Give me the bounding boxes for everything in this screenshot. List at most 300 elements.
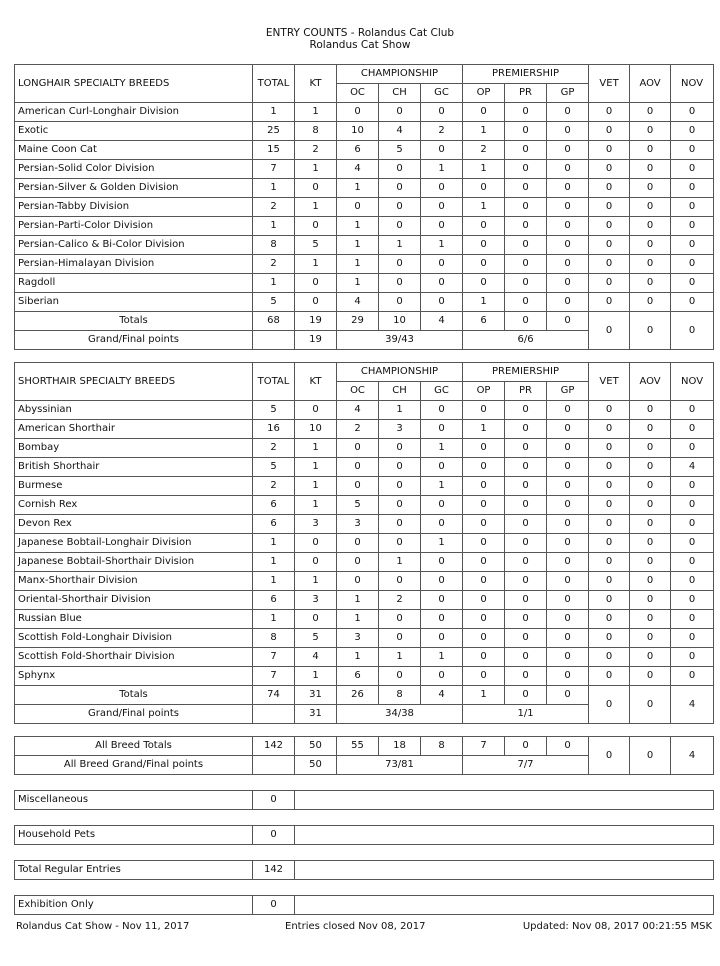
count-cell: 0 bbox=[505, 534, 547, 553]
count-cell: 0 bbox=[379, 667, 421, 686]
spacer-cell bbox=[15, 810, 714, 826]
count-cell: 0 bbox=[671, 141, 714, 160]
spacer-row bbox=[15, 775, 714, 791]
count-cell: 0 bbox=[463, 401, 505, 420]
count-cell: 1 bbox=[421, 534, 463, 553]
totals-cell: 0 bbox=[547, 312, 589, 331]
totals-cell: 4 bbox=[421, 312, 463, 331]
totals-cell: 6 bbox=[463, 312, 505, 331]
count-cell: 0 bbox=[337, 439, 379, 458]
col-header-gp: GP bbox=[547, 382, 589, 401]
table-row bbox=[15, 534, 714, 553]
count-cell: 0 bbox=[630, 534, 671, 553]
count-cell: 0 bbox=[295, 217, 337, 236]
count-cell: 0 bbox=[505, 667, 547, 686]
count-cell: 1 bbox=[253, 274, 295, 293]
count-cell: 0 bbox=[671, 103, 714, 122]
count-cell: 0 bbox=[630, 648, 671, 667]
col-header-aov: AOV bbox=[630, 65, 671, 103]
count-cell: 0 bbox=[379, 198, 421, 217]
report-title: ENTRY COUNTS - Rolandus Cat Club bbox=[265, 27, 455, 39]
col-header-gc: GC bbox=[421, 382, 463, 401]
count-cell: 0 bbox=[671, 160, 714, 179]
count-cell: 1 bbox=[463, 420, 505, 439]
count-cell: 0 bbox=[295, 553, 337, 572]
count-cell: 5 bbox=[337, 496, 379, 515]
count-cell: 0 bbox=[295, 534, 337, 553]
count-cell: 0 bbox=[671, 255, 714, 274]
breed-name: American Curl-Longhair Division bbox=[15, 103, 253, 122]
breed-name: Persian-Silver & Golden Division bbox=[15, 179, 253, 198]
count-cell: 0 bbox=[421, 198, 463, 217]
totals-cell: 18 bbox=[379, 737, 421, 756]
count-cell: 0 bbox=[630, 439, 671, 458]
totals-cell: 4 bbox=[671, 686, 714, 724]
count-cell: 0 bbox=[547, 477, 589, 496]
count-cell: 3 bbox=[337, 629, 379, 648]
col-header-gc: GC bbox=[421, 84, 463, 103]
count-cell: 5 bbox=[253, 293, 295, 312]
totals-cell: 74 bbox=[253, 686, 295, 705]
count-cell: 0 bbox=[671, 236, 714, 255]
count-cell: 1 bbox=[337, 648, 379, 667]
count-cell: 0 bbox=[295, 274, 337, 293]
count-cell: 1 bbox=[463, 122, 505, 141]
count-cell: 0 bbox=[463, 236, 505, 255]
count-cell: 0 bbox=[295, 401, 337, 420]
count-cell: 1 bbox=[253, 103, 295, 122]
count-cell: 2 bbox=[379, 591, 421, 610]
count-cell: 0 bbox=[589, 458, 630, 477]
breed-name: Oriental-Shorthair Division bbox=[15, 591, 253, 610]
count-cell: 0 bbox=[421, 217, 463, 236]
grand-kt: 50 bbox=[295, 756, 337, 775]
count-cell: 0 bbox=[379, 572, 421, 591]
spacer-cell bbox=[15, 880, 714, 896]
totals-label: Totals bbox=[15, 686, 253, 705]
count-cell: 0 bbox=[421, 591, 463, 610]
count-cell: 1 bbox=[253, 179, 295, 198]
count-cell: 0 bbox=[505, 648, 547, 667]
count-cell: 0 bbox=[630, 458, 671, 477]
count-cell: 0 bbox=[547, 458, 589, 477]
count-cell: 0 bbox=[547, 439, 589, 458]
count-cell: 0 bbox=[630, 293, 671, 312]
count-cell: 1 bbox=[463, 198, 505, 217]
count-cell: 0 bbox=[630, 122, 671, 141]
col-header-op: OP bbox=[463, 382, 505, 401]
table-row bbox=[15, 591, 714, 610]
count-cell: 0 bbox=[505, 420, 547, 439]
totals-cell: 0 bbox=[589, 312, 630, 350]
count-cell: 1 bbox=[295, 255, 337, 274]
breed-name: Abyssinian bbox=[15, 401, 253, 420]
count-cell: 0 bbox=[505, 515, 547, 534]
breed-name: Scottish Fold-Longhair Division bbox=[15, 629, 253, 648]
count-cell: 0 bbox=[463, 179, 505, 198]
count-cell: 1 bbox=[421, 477, 463, 496]
count-cell: 0 bbox=[630, 629, 671, 648]
count-cell: 0 bbox=[589, 610, 630, 629]
count-cell: 0 bbox=[589, 198, 630, 217]
count-cell: 0 bbox=[589, 496, 630, 515]
count-cell: 1 bbox=[379, 401, 421, 420]
count-cell: 0 bbox=[547, 515, 589, 534]
count-cell: 0 bbox=[547, 496, 589, 515]
count-cell: 3 bbox=[295, 515, 337, 534]
count-cell: 0 bbox=[295, 610, 337, 629]
col-header-nov: NOV bbox=[671, 363, 714, 401]
totals-cell: 26 bbox=[337, 686, 379, 705]
count-cell: 0 bbox=[589, 103, 630, 122]
totals-cell: 0 bbox=[589, 686, 630, 724]
count-cell: 0 bbox=[671, 293, 714, 312]
totals-cell: 7 bbox=[463, 737, 505, 756]
count-cell: 1 bbox=[463, 293, 505, 312]
grand-kt: 31 bbox=[295, 705, 337, 724]
totals-cell: 8 bbox=[421, 737, 463, 756]
spacer-row bbox=[15, 845, 714, 861]
spacer-row bbox=[15, 880, 714, 896]
count-cell: 0 bbox=[505, 141, 547, 160]
count-cell: 0 bbox=[463, 274, 505, 293]
count-cell: 0 bbox=[421, 610, 463, 629]
count-cell: 0 bbox=[379, 217, 421, 236]
grand-premiership: 7/7 bbox=[463, 756, 589, 775]
count-cell: 0 bbox=[630, 236, 671, 255]
spacer-cell bbox=[15, 775, 714, 791]
totals-cell: 0 bbox=[630, 737, 671, 775]
count-cell: 1 bbox=[421, 648, 463, 667]
count-cell: 0 bbox=[463, 629, 505, 648]
count-cell: 0 bbox=[589, 439, 630, 458]
count-cell: 4 bbox=[337, 293, 379, 312]
count-cell: 0 bbox=[589, 477, 630, 496]
count-cell: 0 bbox=[630, 420, 671, 439]
count-cell: 0 bbox=[589, 401, 630, 420]
count-cell: 1 bbox=[421, 160, 463, 179]
count-cell: 0 bbox=[671, 629, 714, 648]
count-cell: 10 bbox=[295, 420, 337, 439]
totals-cell: 4 bbox=[421, 686, 463, 705]
count-cell: 0 bbox=[421, 553, 463, 572]
table-row bbox=[15, 648, 714, 667]
count-cell: 0 bbox=[589, 648, 630, 667]
totals-cell: 4 bbox=[671, 737, 714, 775]
totals-cell: 0 bbox=[547, 686, 589, 705]
count-cell: 1 bbox=[421, 236, 463, 255]
breed-name: Persian-Calico & Bi-Color Division bbox=[15, 236, 253, 255]
count-cell: 0 bbox=[505, 458, 547, 477]
table-row bbox=[15, 293, 714, 312]
breed-name: British Shorthair bbox=[15, 458, 253, 477]
count-cell: 0 bbox=[421, 458, 463, 477]
count-cell: 0 bbox=[505, 198, 547, 217]
count-cell: 0 bbox=[337, 458, 379, 477]
count-cell: 3 bbox=[379, 420, 421, 439]
extra-entry-row bbox=[15, 826, 714, 845]
col-header-premiership: PREMIERSHIP bbox=[463, 65, 589, 84]
breed-name: Russian Blue bbox=[15, 610, 253, 629]
count-cell: 1 bbox=[337, 610, 379, 629]
count-cell: 6 bbox=[337, 141, 379, 160]
count-cell: 6 bbox=[253, 515, 295, 534]
count-cell: 1 bbox=[295, 496, 337, 515]
table-row bbox=[15, 274, 714, 293]
shorthair-table bbox=[14, 362, 714, 724]
count-cell: 0 bbox=[379, 179, 421, 198]
count-cell: 7 bbox=[253, 160, 295, 179]
count-cell: 4 bbox=[337, 160, 379, 179]
count-cell: 0 bbox=[463, 217, 505, 236]
count-cell: 0 bbox=[505, 103, 547, 122]
count-cell: 0 bbox=[379, 629, 421, 648]
count-cell: 0 bbox=[630, 477, 671, 496]
count-cell: 0 bbox=[671, 274, 714, 293]
count-cell: 1 bbox=[295, 572, 337, 591]
col-header-total: TOTAL bbox=[253, 363, 295, 401]
count-cell: 1 bbox=[337, 274, 379, 293]
count-cell: 8 bbox=[253, 236, 295, 255]
count-cell: 0 bbox=[463, 515, 505, 534]
count-cell: 0 bbox=[379, 534, 421, 553]
count-cell: 4 bbox=[295, 648, 337, 667]
grand-championship: 39/43 bbox=[337, 331, 463, 350]
totals-cell: 50 bbox=[295, 737, 337, 756]
count-cell: 0 bbox=[547, 179, 589, 198]
count-cell: 0 bbox=[463, 534, 505, 553]
count-cell: 0 bbox=[630, 160, 671, 179]
table-row bbox=[15, 610, 714, 629]
count-cell: 0 bbox=[547, 274, 589, 293]
table-row bbox=[15, 236, 714, 255]
count-cell: 0 bbox=[589, 160, 630, 179]
count-cell: 0 bbox=[630, 591, 671, 610]
totals-cell: 0 bbox=[505, 737, 547, 756]
empty-cell bbox=[295, 826, 714, 845]
section-heading: LONGHAIR SPECIALTY BREEDS bbox=[15, 65, 253, 103]
count-cell: 1 bbox=[295, 667, 337, 686]
count-cell: 0 bbox=[421, 629, 463, 648]
extra-entry-value: 0 bbox=[253, 826, 295, 845]
count-cell: 0 bbox=[589, 255, 630, 274]
count-cell: 0 bbox=[421, 255, 463, 274]
breed-name: Scottish Fold-Shorthair Division bbox=[15, 648, 253, 667]
count-cell: 0 bbox=[589, 572, 630, 591]
count-cell: 0 bbox=[671, 667, 714, 686]
col-header-oc: OC bbox=[337, 84, 379, 103]
count-cell: 1 bbox=[379, 553, 421, 572]
count-cell: 0 bbox=[671, 496, 714, 515]
table-row bbox=[15, 141, 714, 160]
count-cell: 0 bbox=[547, 217, 589, 236]
count-cell: 0 bbox=[547, 572, 589, 591]
count-cell: 1 bbox=[337, 179, 379, 198]
count-cell: 0 bbox=[421, 667, 463, 686]
count-cell: 6 bbox=[253, 496, 295, 515]
col-header-gp: GP bbox=[547, 84, 589, 103]
count-cell: 0 bbox=[671, 401, 714, 420]
breed-name: Japanese Bobtail-Longhair Division bbox=[15, 534, 253, 553]
count-cell: 0 bbox=[547, 122, 589, 141]
empty-cell bbox=[295, 896, 714, 915]
count-cell: 0 bbox=[505, 553, 547, 572]
breed-name: Ragdoll bbox=[15, 274, 253, 293]
count-cell: 25 bbox=[253, 122, 295, 141]
count-cell: 1 bbox=[253, 572, 295, 591]
breed-name: Persian-Tabby Division bbox=[15, 198, 253, 217]
table-row bbox=[15, 179, 714, 198]
breed-name: Cornish Rex bbox=[15, 496, 253, 515]
count-cell: 0 bbox=[671, 610, 714, 629]
count-cell: 0 bbox=[589, 293, 630, 312]
totals-cell: 0 bbox=[589, 737, 630, 775]
count-cell: 7 bbox=[253, 648, 295, 667]
count-cell: 0 bbox=[463, 439, 505, 458]
count-cell: 0 bbox=[337, 198, 379, 217]
count-cell: 0 bbox=[630, 198, 671, 217]
count-cell: 0 bbox=[671, 553, 714, 572]
count-cell: 7 bbox=[253, 667, 295, 686]
count-cell: 0 bbox=[630, 572, 671, 591]
footer-updated: Updated: Nov 08, 2017 00:21:55 MSK bbox=[522, 921, 712, 932]
count-cell: 0 bbox=[671, 122, 714, 141]
count-cell: 2 bbox=[421, 122, 463, 141]
table-row bbox=[15, 122, 714, 141]
breed-name: Manx-Shorthair Division bbox=[15, 572, 253, 591]
table-row bbox=[15, 629, 714, 648]
col-header-kt: KT bbox=[295, 363, 337, 401]
count-cell: 6 bbox=[337, 667, 379, 686]
longhair-table bbox=[14, 64, 714, 350]
count-cell: 0 bbox=[421, 293, 463, 312]
empty-cell bbox=[253, 705, 295, 724]
count-cell: 0 bbox=[295, 179, 337, 198]
count-cell: 0 bbox=[463, 667, 505, 686]
count-cell: 0 bbox=[547, 591, 589, 610]
totals-cell: 29 bbox=[337, 312, 379, 331]
count-cell: 0 bbox=[589, 236, 630, 255]
breed-name: American Shorthair bbox=[15, 420, 253, 439]
grand-premiership: 1/1 bbox=[463, 705, 589, 724]
totals-cell: 142 bbox=[253, 737, 295, 756]
count-cell: 0 bbox=[421, 401, 463, 420]
breed-name: Persian-Himalayan Division bbox=[15, 255, 253, 274]
count-cell: 0 bbox=[379, 103, 421, 122]
count-cell: 1 bbox=[463, 160, 505, 179]
count-cell: 0 bbox=[463, 610, 505, 629]
count-cell: 0 bbox=[547, 420, 589, 439]
count-cell: 5 bbox=[253, 401, 295, 420]
extra-entry-row bbox=[15, 861, 714, 880]
totals-label: Totals bbox=[15, 312, 253, 331]
footer-entries-closed: Entries closed Nov 08, 2017 bbox=[285, 921, 426, 932]
table-row bbox=[15, 420, 714, 439]
count-cell: 3 bbox=[337, 515, 379, 534]
totals-cell: 10 bbox=[379, 312, 421, 331]
count-cell: 0 bbox=[630, 103, 671, 122]
count-cell: 1 bbox=[337, 217, 379, 236]
count-cell: 0 bbox=[547, 141, 589, 160]
count-cell: 0 bbox=[547, 293, 589, 312]
extra-entry-row bbox=[15, 791, 714, 810]
section-heading: SHORTHAIR SPECIALTY BREEDS bbox=[15, 363, 253, 401]
count-cell: 0 bbox=[421, 496, 463, 515]
count-cell: 0 bbox=[671, 439, 714, 458]
breed-name: Exotic bbox=[15, 122, 253, 141]
count-cell: 0 bbox=[547, 610, 589, 629]
count-cell: 0 bbox=[463, 572, 505, 591]
count-cell: 0 bbox=[547, 648, 589, 667]
col-header-oc: OC bbox=[337, 382, 379, 401]
count-cell: 0 bbox=[547, 667, 589, 686]
count-cell: 0 bbox=[463, 477, 505, 496]
count-cell: 0 bbox=[589, 591, 630, 610]
count-cell: 0 bbox=[547, 236, 589, 255]
header-row bbox=[15, 363, 714, 382]
count-cell: 0 bbox=[671, 420, 714, 439]
count-cell: 1 bbox=[337, 255, 379, 274]
col-header-vet: VET bbox=[589, 65, 630, 103]
count-cell: 4 bbox=[337, 401, 379, 420]
extra-entry-row bbox=[15, 896, 714, 915]
count-cell: 0 bbox=[547, 553, 589, 572]
grand-final-label: Grand/Final points bbox=[15, 331, 253, 350]
count-cell: 0 bbox=[630, 141, 671, 160]
count-cell: 1 bbox=[295, 477, 337, 496]
count-cell: 0 bbox=[630, 217, 671, 236]
count-cell: 2 bbox=[295, 141, 337, 160]
table-row bbox=[15, 198, 714, 217]
count-cell: 2 bbox=[253, 439, 295, 458]
count-cell: 0 bbox=[630, 553, 671, 572]
count-cell: 5 bbox=[295, 236, 337, 255]
count-cell: 0 bbox=[589, 420, 630, 439]
count-cell: 0 bbox=[630, 610, 671, 629]
count-cell: 0 bbox=[379, 274, 421, 293]
count-cell: 0 bbox=[630, 255, 671, 274]
table-row bbox=[15, 255, 714, 274]
count-cell: 1 bbox=[337, 591, 379, 610]
count-cell: 2 bbox=[253, 255, 295, 274]
count-cell: 4 bbox=[671, 458, 714, 477]
table-row bbox=[15, 553, 714, 572]
table-row bbox=[15, 496, 714, 515]
count-cell: 0 bbox=[589, 217, 630, 236]
count-cell: 0 bbox=[463, 496, 505, 515]
count-cell: 0 bbox=[547, 629, 589, 648]
extra-entry-value: 0 bbox=[253, 791, 295, 810]
totals-cell: 0 bbox=[630, 312, 671, 350]
count-cell: 1 bbox=[295, 439, 337, 458]
count-cell: 0 bbox=[505, 610, 547, 629]
empty-cell bbox=[253, 331, 295, 350]
count-cell: 0 bbox=[337, 477, 379, 496]
count-cell: 0 bbox=[630, 496, 671, 515]
count-cell: 0 bbox=[589, 553, 630, 572]
spacer-cell bbox=[15, 845, 714, 861]
totals-cell: 0 bbox=[547, 737, 589, 756]
report-subtitle: Rolandus Cat Show bbox=[309, 39, 411, 51]
col-header-pr: PR bbox=[505, 84, 547, 103]
count-cell: 0 bbox=[421, 179, 463, 198]
breed-name: Japanese Bobtail-Shorthair Division bbox=[15, 553, 253, 572]
count-cell: 0 bbox=[505, 293, 547, 312]
count-cell: 0 bbox=[630, 515, 671, 534]
count-cell: 0 bbox=[671, 572, 714, 591]
totals-cell: 0 bbox=[671, 312, 714, 350]
col-header-vet: VET bbox=[589, 363, 630, 401]
